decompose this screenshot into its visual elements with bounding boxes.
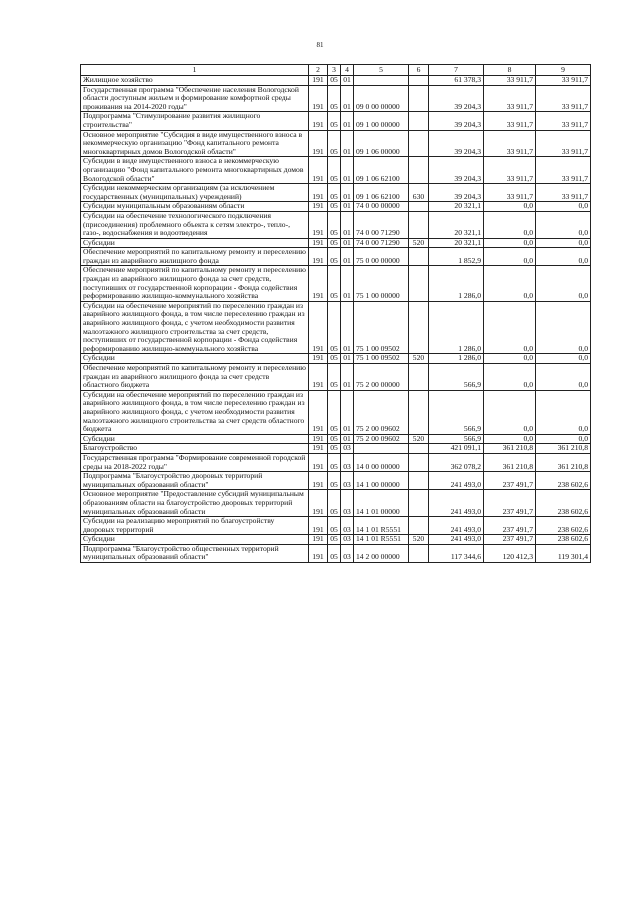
cell-amount-2019: 33 911,7 xyxy=(484,184,536,202)
cell-subsection: 01 xyxy=(341,211,354,238)
cell-expense-type xyxy=(409,517,429,535)
cell-section: 05 xyxy=(328,112,341,130)
cell-target-article: 14 1 00 00000 xyxy=(354,472,409,490)
cell-amount-2019: 0,0 xyxy=(484,434,536,444)
cell-amount-2019: 0,0 xyxy=(484,211,536,238)
cell-target-article xyxy=(354,76,409,86)
cell-expense-type: 520 xyxy=(409,535,429,545)
cell-admin-code: 191 xyxy=(309,266,328,301)
table-row xyxy=(81,354,591,364)
cell-admin-code: 191 xyxy=(309,354,328,364)
cell-amount-2018: 1 286,0 xyxy=(429,354,484,364)
cell-amount-2020: 238 602,6 xyxy=(536,535,591,545)
column-header: 5 xyxy=(354,65,409,76)
cell-target-article: 09 1 00 00000 xyxy=(354,112,409,130)
cell-subsection: 01 xyxy=(341,184,354,202)
cell-target-article: 75 0 00 00000 xyxy=(354,248,409,266)
cell-amount-2019: 0,0 xyxy=(484,266,536,301)
cell-target-article xyxy=(354,444,409,454)
column-header: 7 xyxy=(429,65,484,76)
cell-target-article: 09 1 06 00000 xyxy=(354,130,409,157)
cell-subsection: 01 xyxy=(341,354,354,364)
table-row xyxy=(81,76,591,86)
cell-amount-2019: 361 210,8 xyxy=(484,453,536,471)
cell-section: 05 xyxy=(328,535,341,545)
cell-admin-code: 191 xyxy=(309,490,328,517)
table-row xyxy=(81,85,591,112)
cell-expense-type xyxy=(409,157,429,184)
cell-amount-2020: 0,0 xyxy=(536,266,591,301)
budget-table xyxy=(80,64,591,563)
cell-expense-type: 630 xyxy=(409,184,429,202)
row-name: Субсидии на реализацию мероприятий по благоустройству дворовых территорий xyxy=(81,517,309,535)
cell-subsection: 01 xyxy=(341,364,354,391)
cell-amount-2020: 0,0 xyxy=(536,354,591,364)
column-header: 6 xyxy=(409,65,429,76)
cell-amount-2020: 33 911,7 xyxy=(536,76,591,86)
row-name: Субсидии на обеспечение мероприятий по переселению граждан из аварийного жилищного фонда, в том числе переселению граждан из аварийного жилищного фонда, с учетом необходимости развития малоэтажного жилищного строительства за счет средств, поступивших от государственной корпорации - Фонда содействия реформированию жилищно-коммунального хозяйства xyxy=(81,301,309,354)
cell-admin-code: 191 xyxy=(309,301,328,354)
cell-amount-2020: 361 210,8 xyxy=(536,453,591,471)
cell-amount-2018: 566,9 xyxy=(429,434,484,444)
cell-expense-type xyxy=(409,266,429,301)
cell-target-article: 75 1 00 09502 xyxy=(354,301,409,354)
cell-amount-2018: 566,9 xyxy=(429,364,484,391)
cell-section: 05 xyxy=(328,157,341,184)
cell-amount-2020: 33 911,7 xyxy=(536,157,591,184)
cell-amount-2020: 238 602,6 xyxy=(536,472,591,490)
cell-amount-2018: 39 204,3 xyxy=(429,184,484,202)
table-row xyxy=(81,544,591,562)
cell-target-article: 09 1 06 62100 xyxy=(354,184,409,202)
column-header: 4 xyxy=(341,65,354,76)
cell-amount-2020: 0,0 xyxy=(536,390,591,434)
row-name: Жилищное хозяйство xyxy=(81,76,309,86)
row-name: Государственная программа "Обеспечение населения Вологодской области доступным жильем и формирование комфортной среды проживания на 2014-2020 годы" xyxy=(81,85,309,112)
cell-target-article: 09 0 00 00000 xyxy=(354,85,409,112)
cell-amount-2018: 39 204,3 xyxy=(429,157,484,184)
cell-amount-2018: 1 852,9 xyxy=(429,248,484,266)
cell-amount-2020: 119 301,4 xyxy=(536,544,591,562)
cell-amount-2019: 237 491,7 xyxy=(484,535,536,545)
cell-target-article: 75 1 00 00000 xyxy=(354,266,409,301)
cell-amount-2019: 33 911,7 xyxy=(484,76,536,86)
cell-target-article: 75 2 00 00000 xyxy=(354,364,409,391)
cell-admin-code: 191 xyxy=(309,444,328,454)
cell-admin-code: 191 xyxy=(309,544,328,562)
table-row xyxy=(81,211,591,238)
table-row xyxy=(81,130,591,157)
cell-subsection: 01 xyxy=(341,266,354,301)
row-name: Субсидии на обеспечение мероприятий по переселению граждан из аварийного жилищного фонда, в том числе переселению граждан из аварийного жилищного фонда, с учетом необходимости развития малоэтажного жилищного строительства за счет средств областного бюджета xyxy=(81,390,309,434)
row-name: Государственная программа "Формирование современной городской среды на 2018-2022 годы" xyxy=(81,453,309,471)
cell-expense-type xyxy=(409,364,429,391)
row-name: Подпрограмма "Стимулирование развития жилищного строительства" xyxy=(81,112,309,130)
cell-expense-type xyxy=(409,248,429,266)
cell-section: 05 xyxy=(328,434,341,444)
row-name: Субсидии xyxy=(81,434,309,444)
cell-amount-2018: 61 378,3 xyxy=(429,76,484,86)
cell-amount-2018: 20 321,1 xyxy=(429,211,484,238)
cell-section: 05 xyxy=(328,248,341,266)
cell-target-article: 75 1 00 09502 xyxy=(354,354,409,364)
cell-admin-code: 191 xyxy=(309,202,328,212)
table-row xyxy=(81,390,591,434)
cell-amount-2020: 0,0 xyxy=(536,202,591,212)
cell-admin-code: 191 xyxy=(309,517,328,535)
table-row xyxy=(81,238,591,248)
cell-amount-2020: 0,0 xyxy=(536,238,591,248)
cell-admin-code: 191 xyxy=(309,364,328,391)
cell-expense-type xyxy=(409,76,429,86)
cell-expense-type xyxy=(409,85,429,112)
cell-amount-2018: 20 321,1 xyxy=(429,238,484,248)
row-name: Субсидии в виде имущественного взноса в некоммерческую организацию "Фонд капитального ремонта многоквартирных домов Вологодской области" xyxy=(81,157,309,184)
cell-target-article: 74 0 00 71290 xyxy=(354,238,409,248)
table-row xyxy=(81,434,591,444)
cell-amount-2018: 566,9 xyxy=(429,390,484,434)
table-row xyxy=(81,248,591,266)
cell-admin-code: 191 xyxy=(309,434,328,444)
cell-target-article: 14 0 00 00000 xyxy=(354,453,409,471)
row-name: Основное мероприятие "Субсидия в виде имущественного взноса в некоммерческую организацию "Фонд капитального ремонта многоквартирных домов Вологодской области" xyxy=(81,130,309,157)
cell-amount-2018: 39 204,3 xyxy=(429,85,484,112)
cell-amount-2019: 0,0 xyxy=(484,301,536,354)
cell-amount-2020: 33 911,7 xyxy=(536,112,591,130)
cell-amount-2019: 120 412,3 xyxy=(484,544,536,562)
cell-expense-type xyxy=(409,490,429,517)
cell-amount-2019: 0,0 xyxy=(484,390,536,434)
row-name: Подпрограмма "Благоустройство общественных территорий муниципальных образований области" xyxy=(81,544,309,562)
table-row xyxy=(81,202,591,212)
cell-admin-code: 191 xyxy=(309,390,328,434)
cell-amount-2018: 362 078,2 xyxy=(429,453,484,471)
cell-amount-2018: 241 493,0 xyxy=(429,490,484,517)
cell-subsection: 01 xyxy=(341,112,354,130)
cell-amount-2019: 33 911,7 xyxy=(484,157,536,184)
table-row xyxy=(81,444,591,454)
cell-expense-type: 520 xyxy=(409,238,429,248)
cell-amount-2018: 39 204,3 xyxy=(429,112,484,130)
cell-amount-2018: 1 286,0 xyxy=(429,266,484,301)
cell-amount-2020: 361 210,8 xyxy=(536,444,591,454)
cell-section: 05 xyxy=(328,202,341,212)
cell-amount-2018: 39 204,3 xyxy=(429,130,484,157)
cell-section: 05 xyxy=(328,238,341,248)
cell-expense-type xyxy=(409,211,429,238)
cell-amount-2019: 0,0 xyxy=(484,354,536,364)
cell-amount-2019: 33 911,7 xyxy=(484,130,536,157)
cell-amount-2018: 1 286,0 xyxy=(429,301,484,354)
cell-expense-type xyxy=(409,112,429,130)
cell-section: 05 xyxy=(328,354,341,364)
cell-subsection: 03 xyxy=(341,535,354,545)
cell-section: 05 xyxy=(328,76,341,86)
table-row xyxy=(81,517,591,535)
cell-subsection: 03 xyxy=(341,517,354,535)
column-header: 9 xyxy=(536,65,591,76)
cell-section: 05 xyxy=(328,364,341,391)
table-row xyxy=(81,453,591,471)
row-name: Благоустройство xyxy=(81,444,309,454)
cell-admin-code: 191 xyxy=(309,248,328,266)
cell-target-article: 14 1 01 R5551 xyxy=(354,517,409,535)
cell-admin-code: 191 xyxy=(309,472,328,490)
cell-subsection: 03 xyxy=(341,544,354,562)
row-name: Субсидии муниципальным образованиям области xyxy=(81,202,309,212)
cell-subsection: 01 xyxy=(341,434,354,444)
cell-amount-2019: 33 911,7 xyxy=(484,85,536,112)
cell-subsection: 01 xyxy=(341,157,354,184)
cell-amount-2018: 20 321,1 xyxy=(429,202,484,212)
table-row xyxy=(81,112,591,130)
cell-target-article: 74 0 00 00000 xyxy=(354,202,409,212)
cell-amount-2019: 361 210,8 xyxy=(484,444,536,454)
cell-section: 05 xyxy=(328,301,341,354)
cell-subsection: 03 xyxy=(341,472,354,490)
cell-subsection: 01 xyxy=(341,130,354,157)
table-row xyxy=(81,184,591,202)
cell-expense-type xyxy=(409,472,429,490)
cell-amount-2020: 33 911,7 xyxy=(536,85,591,112)
cell-admin-code: 191 xyxy=(309,238,328,248)
cell-amount-2020: 0,0 xyxy=(536,248,591,266)
table-row xyxy=(81,266,591,301)
table-row xyxy=(81,301,591,354)
cell-subsection: 01 xyxy=(341,390,354,434)
table-row xyxy=(81,364,591,391)
row-name: Субсидии на обеспечение технологического подключения (присоединения) проблемного объекта к сетям электро-, тепло-, газо-, водоснабжения и водоотведения xyxy=(81,211,309,238)
cell-target-article: 14 1 01 R5551 xyxy=(354,535,409,545)
cell-amount-2020: 238 602,6 xyxy=(536,490,591,517)
column-header: 1 xyxy=(81,65,309,76)
table-row xyxy=(81,535,591,545)
column-header: 3 xyxy=(328,65,341,76)
cell-admin-code: 191 xyxy=(309,535,328,545)
cell-amount-2020: 33 911,7 xyxy=(536,130,591,157)
row-name: Обеспечение мероприятий по капитальному ремонту и переселению граждан из аварийного жилищного фонда за счет средств областного бюджета xyxy=(81,364,309,391)
cell-target-article: 14 1 01 00000 xyxy=(354,490,409,517)
cell-amount-2019: 33 911,7 xyxy=(484,112,536,130)
cell-section: 05 xyxy=(328,517,341,535)
cell-section: 05 xyxy=(328,390,341,434)
cell-amount-2018: 241 493,0 xyxy=(429,517,484,535)
cell-subsection: 03 xyxy=(341,490,354,517)
row-name: Обеспечение мероприятий по капитальному ремонту и переселению граждан из аварийного жилищного фонда xyxy=(81,248,309,266)
cell-expense-type: 520 xyxy=(409,434,429,444)
cell-amount-2020: 0,0 xyxy=(536,364,591,391)
cell-admin-code: 191 xyxy=(309,85,328,112)
cell-section: 05 xyxy=(328,211,341,238)
row-name: Субсидии xyxy=(81,238,309,248)
page-number: 81 xyxy=(316,41,324,49)
cell-expense-type xyxy=(409,301,429,354)
cell-section: 05 xyxy=(328,130,341,157)
cell-amount-2018: 117 344,6 xyxy=(429,544,484,562)
cell-section: 05 xyxy=(328,544,341,562)
cell-section: 05 xyxy=(328,490,341,517)
row-name: Субсидии xyxy=(81,354,309,364)
cell-expense-type xyxy=(409,130,429,157)
column-header: 8 xyxy=(484,65,536,76)
cell-admin-code: 191 xyxy=(309,211,328,238)
cell-target-article: 75 2 00 09602 xyxy=(354,434,409,444)
cell-subsection: 01 xyxy=(341,85,354,112)
cell-section: 05 xyxy=(328,444,341,454)
table-row xyxy=(81,490,591,517)
cell-subsection: 01 xyxy=(341,301,354,354)
cell-section: 05 xyxy=(328,453,341,471)
cell-admin-code: 191 xyxy=(309,130,328,157)
cell-target-article: 75 2 00 09602 xyxy=(354,390,409,434)
cell-amount-2020: 33 911,7 xyxy=(536,184,591,202)
cell-amount-2019: 237 491,7 xyxy=(484,517,536,535)
cell-amount-2019: 237 491,7 xyxy=(484,472,536,490)
cell-admin-code: 191 xyxy=(309,112,328,130)
cell-target-article: 74 0 00 71290 xyxy=(354,211,409,238)
cell-amount-2019: 237 491,7 xyxy=(484,490,536,517)
row-name: Субсидии xyxy=(81,535,309,545)
cell-section: 05 xyxy=(328,85,341,112)
table-row xyxy=(81,157,591,184)
column-header: 2 xyxy=(309,65,328,76)
cell-expense-type xyxy=(409,444,429,454)
cell-amount-2019: 0,0 xyxy=(484,238,536,248)
row-name: Субсидии некоммерческим организациям (за исключением государственных (муниципальных) учреждений) xyxy=(81,184,309,202)
cell-section: 05 xyxy=(328,184,341,202)
row-name: Обеспечение мероприятий по капитальному ремонту и переселению граждан из аварийного жилищного фонда за счет средств, поступивших от государственной корпорации - Фонда содействия реформированию жилищно-коммунального хозяйства xyxy=(81,266,309,301)
cell-amount-2019: 0,0 xyxy=(484,202,536,212)
cell-admin-code: 191 xyxy=(309,184,328,202)
cell-amount-2020: 0,0 xyxy=(536,434,591,444)
cell-expense-type xyxy=(409,202,429,212)
cell-subsection: 01 xyxy=(341,248,354,266)
cell-amount-2020: 0,0 xyxy=(536,211,591,238)
cell-subsection: 01 xyxy=(341,202,354,212)
cell-section: 05 xyxy=(328,472,341,490)
cell-admin-code: 191 xyxy=(309,76,328,86)
cell-subsection: 01 xyxy=(341,76,354,86)
cell-amount-2020: 238 602,6 xyxy=(536,517,591,535)
cell-subsection: 01 xyxy=(341,238,354,248)
cell-subsection: 03 xyxy=(341,453,354,471)
cell-admin-code: 191 xyxy=(309,453,328,471)
cell-target-article: 14 2 00 00000 xyxy=(354,544,409,562)
cell-section: 05 xyxy=(328,266,341,301)
cell-amount-2019: 0,0 xyxy=(484,248,536,266)
cell-expense-type xyxy=(409,544,429,562)
cell-expense-type: 520 xyxy=(409,354,429,364)
row-name: Подпрограмма "Благоустройство дворовых территорий муниципальных образований области" xyxy=(81,472,309,490)
cell-expense-type xyxy=(409,453,429,471)
cell-expense-type xyxy=(409,390,429,434)
cell-admin-code: 191 xyxy=(309,157,328,184)
cell-amount-2020: 0,0 xyxy=(536,301,591,354)
cell-amount-2018: 241 493,0 xyxy=(429,535,484,545)
cell-subsection: 03 xyxy=(341,444,354,454)
table-row xyxy=(81,472,591,490)
cell-amount-2019: 0,0 xyxy=(484,364,536,391)
cell-amount-2018: 421 091,1 xyxy=(429,444,484,454)
cell-target-article: 09 1 06 62100 xyxy=(354,157,409,184)
row-name: Основное мероприятие "Предоставление субсидий муниципальным образованиям области на благоустройство дворовых территорий муниципальных образований области xyxy=(81,490,309,517)
header-row xyxy=(81,65,591,76)
cell-amount-2018: 241 493,0 xyxy=(429,472,484,490)
